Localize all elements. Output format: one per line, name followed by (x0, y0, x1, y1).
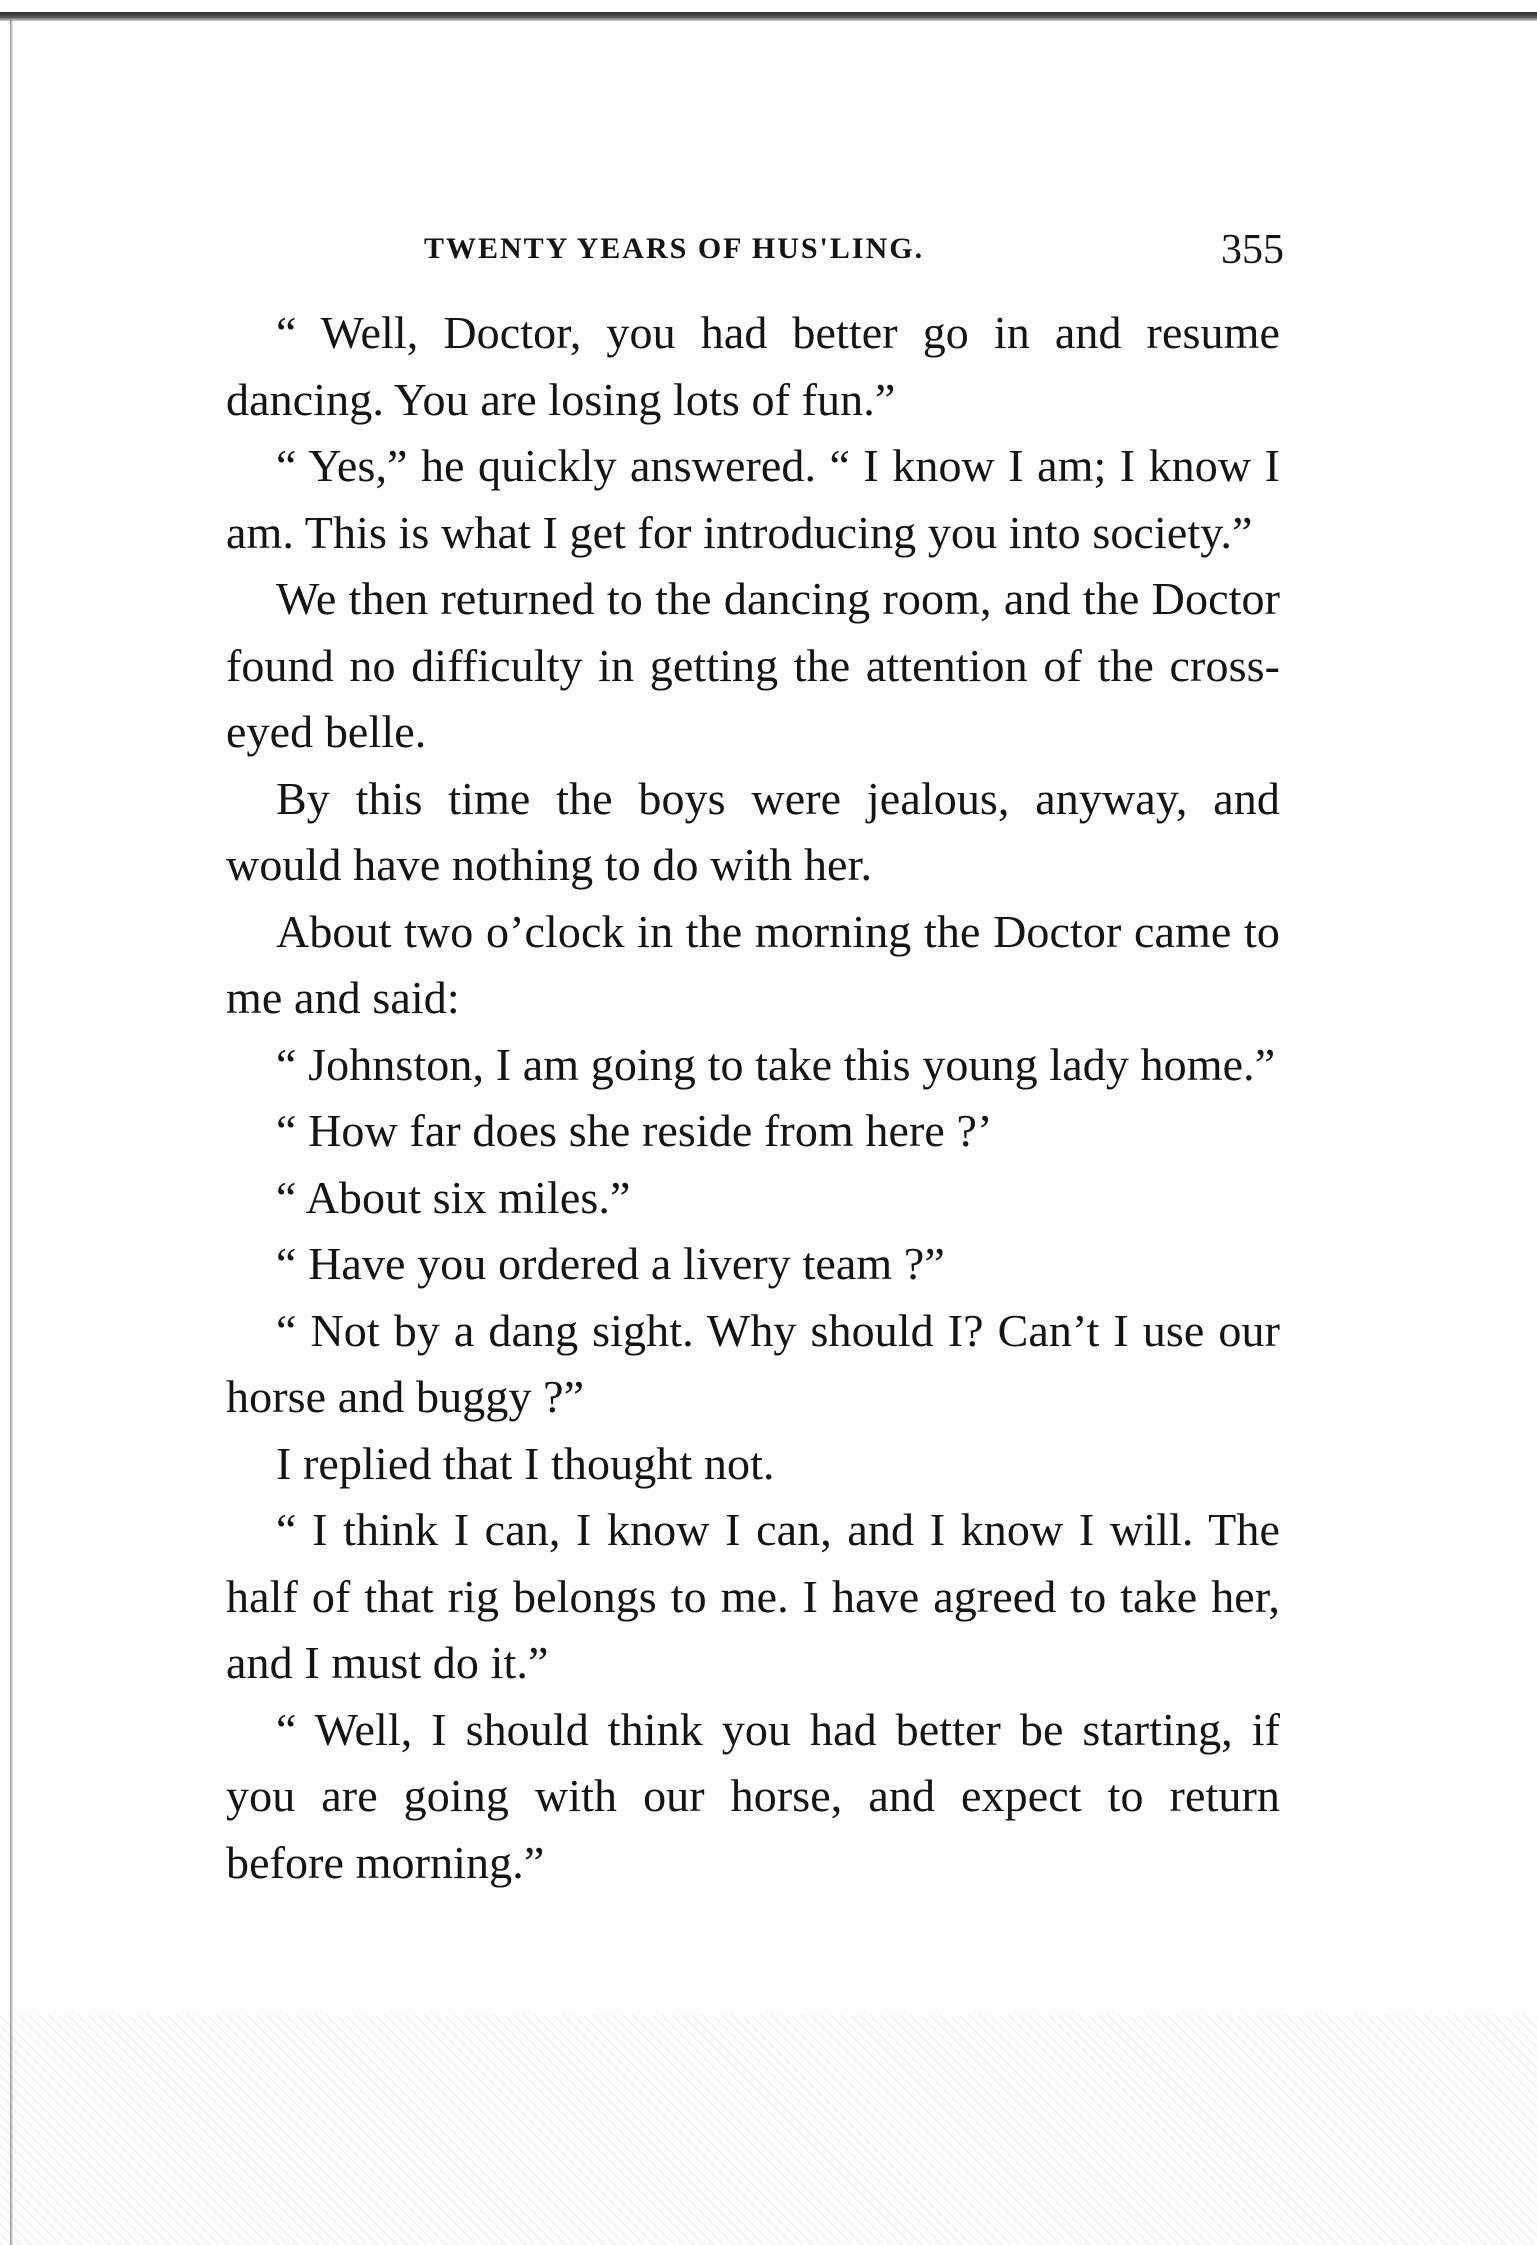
paragraph: About two o’clock in the morning the Doctor came to me and said: (226, 905, 1280, 1023)
paragraph: We then returned to the dancing room, and the Doctor found no difficulty in getting the attention of the cross-eyed belle. (226, 573, 1280, 757)
paragraph: “ Well, I should think you had better be starting, if you are going with our horse, and expect to return before morning.” (226, 1703, 1280, 1888)
paragraph: “ I think I can, I know I can, and I know I will. The half of that rig belongs to me. I have agreed to take her, and I must do it.” (226, 1504, 1280, 1688)
paragraph: I replied that I thought not. (276, 1437, 775, 1489)
paragraph: By this time the boys were jealous, anyway, and would have nothing to do with her. (226, 772, 1280, 890)
running-head: TWENTY YEARS OF HUS'LING. (424, 232, 925, 265)
page-number: 355 (1221, 227, 1284, 273)
paragraph: “ Well, Doctor, you had better go in and resume dancing. You are losing lots of fun.” (226, 307, 1280, 425)
paragraph: “ Have you ordered a livery team ?” (276, 1238, 945, 1289)
paragraph: “ Johnston, I am going to take this young lady home.” (276, 1038, 1276, 1090)
paragraph: “ Yes,” he quickly answered. “ I know I am; I know I am. This is what I get for introducing you into society.” (226, 440, 1280, 558)
paragraph: “ Not by a dang sight. Why should I? Can’t I use our horse and buggy ?” (226, 1304, 1280, 1422)
paper-texture (0, 2015, 1537, 2245)
left-page-edge (10, 20, 13, 2245)
body-text (226, 300, 1280, 1896)
top-edge-rule (0, 12, 1537, 21)
paragraph: “ How far does she reside from here ?’ (276, 1105, 993, 1156)
page-header (424, 226, 1284, 282)
paragraph: “ About six miles.” (276, 1171, 631, 1223)
